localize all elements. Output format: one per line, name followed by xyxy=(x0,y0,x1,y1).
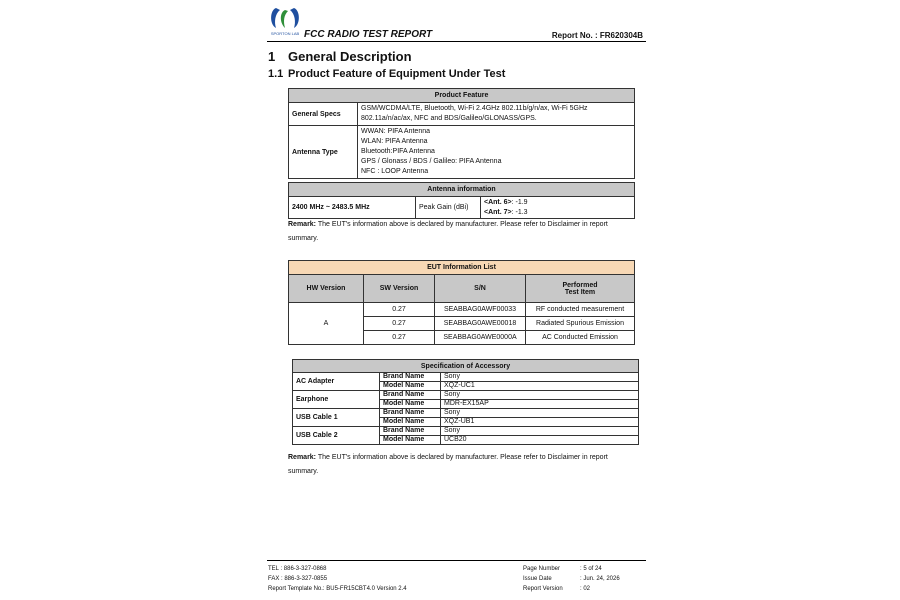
table-row xyxy=(289,126,635,179)
remark-label: Remark: xyxy=(288,221,317,228)
page-number-value: : 5 of 24 xyxy=(580,566,602,572)
peak-gain-label: Peak Gain (dBi) xyxy=(416,197,481,219)
issue-date-value: : Jun. 24, 2026 xyxy=(580,576,620,582)
test-item-cell: AC Conducted Emission xyxy=(526,331,635,345)
accessory-name: USB Cable 1 xyxy=(293,409,380,427)
report-version-label: Report Version xyxy=(523,586,563,592)
brand-value: Sony xyxy=(441,427,639,436)
footer-contact xyxy=(268,564,407,594)
col-test-item: Test Item xyxy=(564,288,596,296)
page-number-label: Page Number xyxy=(523,566,561,572)
ant7-value: : -1.3 xyxy=(511,208,528,216)
accessory-name: USB Cable 2 xyxy=(293,427,380,445)
product-feature-table xyxy=(288,88,635,179)
sn-cell: SEABBAG0AWE00018 xyxy=(435,317,526,331)
col-hw-version: HW Version xyxy=(289,275,364,303)
row-label: General Specs xyxy=(289,103,358,126)
ant6-label: <Ant. 6> xyxy=(484,198,512,206)
antenna-line: GPS / Glonass / BDS / Galileo: PIFA Antenna xyxy=(361,158,502,165)
brand-label: Brand Name xyxy=(380,409,441,418)
row-label: Antenna Type xyxy=(289,126,358,179)
model-value: MDR-EX15AP xyxy=(441,400,639,409)
spec-line: 802.11a/n/ac/ax, NFC and BDS/Galileo/GLONASS/GPS. xyxy=(361,115,537,122)
antenna-line: NFC : LOOP Antenna xyxy=(361,168,429,175)
general-specs-value xyxy=(358,103,635,126)
brand-value: Sony xyxy=(441,409,639,418)
product-feature-heading: Product Feature xyxy=(289,89,635,103)
accessory-name: AC Adapter xyxy=(293,373,380,391)
footer-labels xyxy=(523,564,563,594)
remark-text: The EUT's information above is declared by manufacturer. Please refer to Disclaimer in report summary. xyxy=(288,454,608,475)
brand-label: Brand Name xyxy=(380,391,441,400)
remark-1 xyxy=(288,218,638,246)
antenna-info-heading: Antenna information xyxy=(289,183,635,197)
table-row xyxy=(293,391,639,400)
report-version-value: : 02 xyxy=(580,586,591,592)
antenna-line: Bluetooth:PIFA Antenna xyxy=(361,148,435,155)
model-value: XQZ-UC1 xyxy=(441,382,639,391)
footer-template: Report Template No.: BU5-FR15CBT4.0 Version 2.4 xyxy=(268,586,407,592)
model-label: Model Name xyxy=(380,436,441,445)
accessory-name: Earphone xyxy=(293,391,380,409)
footer-fax: FAX : 886-3-327-0855 xyxy=(268,576,328,582)
col-performed-test-item xyxy=(526,275,635,303)
remark-2 xyxy=(288,451,638,479)
peak-gain-values xyxy=(481,197,635,219)
table-header-row xyxy=(289,275,635,303)
ant6-value: : -1.9 xyxy=(511,198,528,206)
col-sw-version: SW Version xyxy=(364,275,435,303)
accessory-heading: Specification of Accessory xyxy=(293,360,639,373)
eut-information-table xyxy=(288,260,635,345)
eut-heading: EUT Information List xyxy=(289,261,635,275)
remark-text: The EUT's information above is declared by manufacturer. Please refer to Disclaimer in report summary. xyxy=(288,221,608,242)
table-row xyxy=(289,197,635,219)
model-label: Model Name xyxy=(380,400,441,409)
section-number: 1 xyxy=(268,49,276,64)
spec-line: GSM/WCDMA/LTE, Bluetooth, Wi-Fi 2.4GHz 802.11b/g/n/ax, Wi-Fi 5GHz xyxy=(361,105,588,112)
subsection-title: Product Feature of Equipment Under Test xyxy=(288,68,506,80)
section-heading xyxy=(268,49,412,64)
sw-version-cell: 0.27 xyxy=(364,331,435,345)
brand-value: Sony xyxy=(441,373,639,382)
sn-cell: SEABBAG0AWF00033 xyxy=(435,303,526,317)
col-sn: S/N xyxy=(435,275,526,303)
model-value: UCB20 xyxy=(441,436,639,445)
antenna-type-value xyxy=(358,126,635,179)
brand-label: Brand Name xyxy=(380,373,441,382)
model-value: XQZ-UB1 xyxy=(441,418,639,427)
sn-cell: SEABBAG0AWE0000A xyxy=(435,331,526,345)
footer-values xyxy=(580,564,620,594)
logo-text: SPORTON LAB xyxy=(270,31,300,36)
test-item-cell: Radiated Spurious Emission xyxy=(526,317,635,331)
ant7-label: <Ant. 7> xyxy=(484,208,512,216)
accessory-table xyxy=(292,359,639,445)
footer-tel: TEL : 886-3-327-0868 xyxy=(268,566,327,572)
footer-divider xyxy=(267,560,646,561)
table-row xyxy=(293,373,639,382)
sw-version-cell: 0.27 xyxy=(364,317,435,331)
header-divider xyxy=(267,41,646,42)
table-row xyxy=(289,303,635,317)
section-title: General Description xyxy=(288,49,412,64)
antenna-info-table xyxy=(288,182,635,219)
hw-version-cell: A xyxy=(289,303,364,345)
subsection-heading xyxy=(268,68,505,80)
model-label: Model Name xyxy=(380,418,441,427)
issue-date-label: Issue Date xyxy=(523,576,552,582)
table-row xyxy=(289,103,635,126)
model-label: Model Name xyxy=(380,382,441,391)
brand-label: Brand Name xyxy=(380,427,441,436)
report-number: Report No. : FR620304B xyxy=(551,31,643,40)
remark-label: Remark: xyxy=(288,454,317,461)
antenna-line: WWAN: PIFA Antenna xyxy=(361,128,430,135)
table-row xyxy=(293,409,639,418)
table-row xyxy=(293,427,639,436)
frequency-range: 2400 MHz ~ 2483.5 MHz xyxy=(289,197,416,219)
sporton-logo xyxy=(268,6,302,38)
report-title: FCC RADIO TEST REPORT xyxy=(304,29,433,40)
test-item-cell: RF conducted measurement xyxy=(526,303,635,317)
col-performed: Performed xyxy=(562,281,598,289)
antenna-line: WLAN: PIFA Antenna xyxy=(361,138,428,145)
sw-version-cell: 0.27 xyxy=(364,303,435,317)
brand-value: Sony xyxy=(441,391,639,400)
subsection-number: 1.1 xyxy=(268,68,284,80)
